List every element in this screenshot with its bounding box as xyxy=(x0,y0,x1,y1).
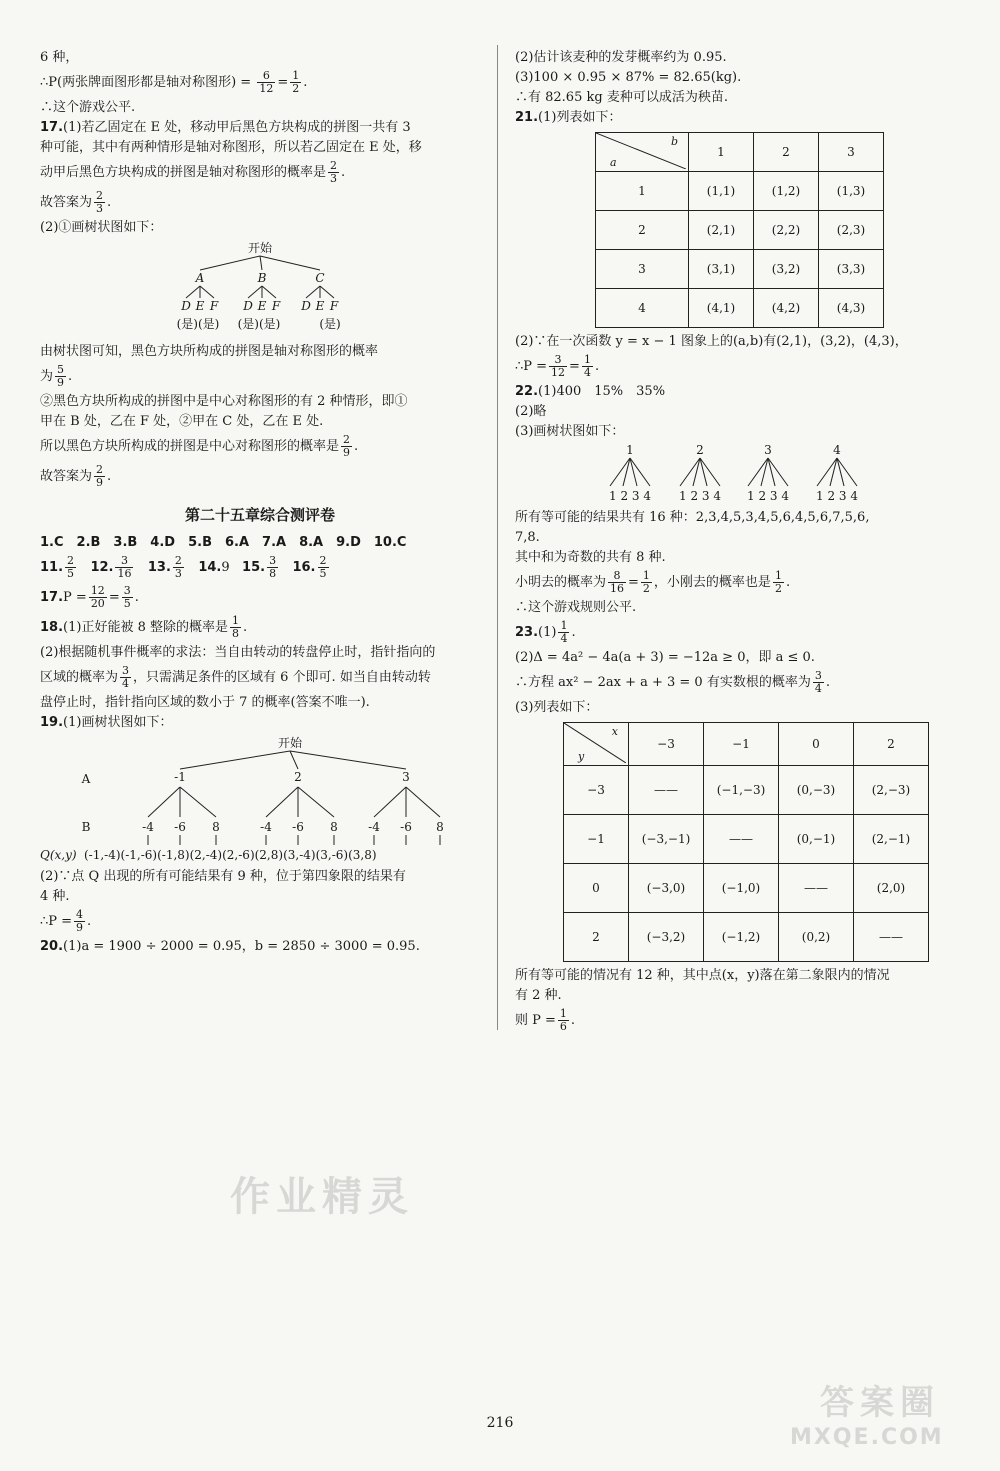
table-cell: (2,−1) xyxy=(854,815,929,864)
fraction: $\frac{2}{5}$ xyxy=(319,554,327,580)
tree-leaf: F xyxy=(209,299,219,313)
answer-17: 17.P = $\frac{12}{20}$ = $\frac{3}{5}$ . xyxy=(40,584,139,610)
text-line: (2)略 xyxy=(515,404,547,419)
text-line: 则 P = $\frac{1}{6}$ . xyxy=(515,1007,576,1033)
tree-root: 开始 xyxy=(247,241,273,255)
svg-text:3: 3 xyxy=(764,443,772,457)
table-cell: (−1,−3) xyxy=(704,766,779,815)
text-line: ∴有 82.65 kg 麦种可以成活为秧苗. xyxy=(515,90,728,105)
text-line: 动甲后黑色方块构成的拼图是轴对称图形的概率是 $\frac{2}{3}$ . xyxy=(40,159,346,185)
text-line: 故答案为 $\frac{2}{9}$ . xyxy=(40,463,112,489)
text-line: (2)估计该麦种的发芽概率约为 0.95. xyxy=(515,50,727,65)
table-header: 2 xyxy=(754,133,819,172)
tree-row-label: A xyxy=(81,772,91,786)
text-line: ∴P = $\frac{4}{9}$ . xyxy=(40,908,92,934)
tree-leaf: F xyxy=(271,299,281,313)
svg-text:2: 2 xyxy=(696,443,704,457)
row-header: 4 xyxy=(596,289,689,328)
tree-q-label: Q(x,y) xyxy=(40,848,77,862)
tree-node: -1 xyxy=(174,770,186,784)
row-header: −1 xyxy=(564,815,629,864)
svg-text:1 2 3 4: 1 2 3 4 xyxy=(609,489,651,503)
tree-node: 2 xyxy=(294,770,302,784)
row-header: 2 xyxy=(564,913,629,962)
table-cell: (−1,0) xyxy=(704,864,779,913)
tree-node: C xyxy=(315,271,325,285)
text-line: 7,8. xyxy=(515,530,540,545)
text-line: 种可能，其中有两种情形是轴对称图形，所以若乙固定在 E 处，移 xyxy=(40,140,422,155)
answer-18: 18.(1)正好能被 8 整除的概率是 $\frac{1}{8}$ . xyxy=(40,614,248,640)
tree-diagram-2 xyxy=(40,733,480,863)
tree-leaf: 8 xyxy=(330,820,338,834)
svg-text:1 2 3 4: 1 2 3 4 xyxy=(679,489,721,503)
table-cell: (1,3) xyxy=(819,172,884,211)
fraction: $\frac{3}{12}$ xyxy=(551,353,566,379)
tree-mark: (是)(是) xyxy=(176,317,220,331)
table-cell: (2,2) xyxy=(754,211,819,250)
fraction: $\frac{2}{9}$ xyxy=(343,433,351,459)
text-line: (2)根据随机事件概率的求法：当自由转动的转盘停止时，指针指向的 xyxy=(40,645,436,660)
table-row xyxy=(564,766,929,815)
table-row xyxy=(596,289,884,328)
tree-leaf: F xyxy=(329,299,339,313)
row-header: 0 xyxy=(564,864,629,913)
tree-leaf: -4 xyxy=(368,820,380,834)
table-row xyxy=(564,815,929,864)
subtree xyxy=(609,443,651,503)
answer-21: 21.(1)列表如下： xyxy=(515,110,622,125)
right-column xyxy=(515,48,965,1036)
answers-row: 11. $\frac{2}{5}$ 12. $\frac{3}{16}$ 13. $\frac{2}{3}$ 14.9 15. $\frac{3}{8}$ 16. $\frac{2}{5}$ xyxy=(40,554,327,580)
svg-text:1 2 3 4: 1 2 3 4 xyxy=(747,489,789,503)
text-line: (3)100 × 0.95 × 87% = 82.65(kg). xyxy=(515,70,742,85)
tree-node: 3 xyxy=(402,770,410,784)
fraction: $\frac{4}{9}$ xyxy=(76,908,84,934)
answer-19: 19.(1)画树状图如下： xyxy=(40,715,173,730)
fraction: $\frac{3}{8}$ xyxy=(269,554,277,580)
table-cell: (2,−3) xyxy=(854,766,929,815)
table-row xyxy=(564,864,929,913)
table-cell: —— xyxy=(779,864,854,913)
fraction: $\frac{5}{9}$ xyxy=(57,363,65,389)
tree-mark: (是)(是) xyxy=(237,317,281,331)
fraction: $\frac{3}{5}$ xyxy=(123,584,131,610)
tree-leaf: D xyxy=(301,299,311,313)
tree-pairs: (-1,-4)(-1,-6)(-1,8)(2,-4)(2,-6)(2,8)(3,-4)(3,-6)(3,8) xyxy=(84,848,377,862)
text-line: (3)画树状图如下： xyxy=(515,424,625,439)
table-cell: (4,1) xyxy=(689,289,754,328)
text-line: ∴P = $\frac{3}{12}$ = $\frac{1}{4}$ . xyxy=(515,353,600,379)
fraction: $\frac{1}{2}$ xyxy=(774,569,782,595)
question-number: 17. xyxy=(40,120,64,135)
table-header: −1 xyxy=(704,723,779,766)
fraction: $\frac{1}{2}$ xyxy=(292,69,300,95)
tree-leaf: -4 xyxy=(142,820,154,834)
text-line: 有 2 种. xyxy=(515,988,562,1003)
text-line: 所以黑色方块所构成的拼图是中心对称图形的概率是 $\frac{2}{9}$ . xyxy=(40,433,359,459)
text-line: 6 种， xyxy=(40,50,79,65)
tree-mark: (是) xyxy=(319,317,341,331)
subtree xyxy=(747,443,789,503)
text-line: ∴这个游戏公平. xyxy=(40,100,136,115)
text-line: 所有等可能的情况有 12 种，其中点(x，y)落在第二象限内的情况 xyxy=(515,968,890,983)
table-cell: (3,3) xyxy=(819,250,884,289)
table-cell: (−3,2) xyxy=(629,913,704,962)
row-header: 3 xyxy=(596,250,689,289)
table-cell: —— xyxy=(704,815,779,864)
table-header: 2 xyxy=(854,723,929,766)
fraction: $\frac{8}{16}$ xyxy=(610,569,625,595)
fraction: $\frac{1}{4}$ xyxy=(583,353,591,379)
table-cell: (3,1) xyxy=(689,250,754,289)
fraction: $\frac{6}{12}$ xyxy=(259,69,274,95)
tree-leaf: -6 xyxy=(400,820,412,834)
svg-text:4: 4 xyxy=(833,443,841,457)
table-header: 0 xyxy=(779,723,854,766)
text-line: (2)∵在一次函数 y = x − 1 图象上的(a,b)有(2,1)，(3,2)，(4,3)， xyxy=(515,334,908,349)
text-line: (3)列表如下： xyxy=(515,700,599,715)
text-line: 为 $\frac{5}{9}$ . xyxy=(40,363,73,389)
subtree xyxy=(816,443,858,503)
text-line: 所有等可能的结果共有 16 种：2,3,4,5,3,4,5,6,4,5,6,7,5,6, xyxy=(515,510,870,525)
tree-node: B xyxy=(257,271,267,285)
table-21 xyxy=(595,132,884,328)
text-line: (2)Δ = 4a² − 4a(a + 3) = −12a ≥ 0，即 a ≤ 0. xyxy=(515,650,815,665)
text-line: 4 种. xyxy=(40,889,70,904)
fraction: $\frac{12}{20}$ xyxy=(90,584,105,610)
fraction: $\frac{3}{4}$ xyxy=(814,669,822,695)
table-cell: (0,−1) xyxy=(779,815,854,864)
tree-leaf: -6 xyxy=(174,820,186,834)
tree-leaf: D xyxy=(243,299,253,313)
table-row xyxy=(564,913,929,962)
table-cell: (−3,−1) xyxy=(629,815,704,864)
table-cell: (0,2) xyxy=(779,913,854,962)
fraction: $\frac{3}{16}$ xyxy=(117,554,132,580)
table-header: 1 xyxy=(689,133,754,172)
tree-leaf: 8 xyxy=(212,820,220,834)
tree-leaf: E xyxy=(315,299,325,313)
answers-row: 1.C 2.B 3.B 4.D 5.B 6.A 7.A 8.A 9.D 10.C xyxy=(40,535,407,550)
text-line: ∴方程 ax² − 2ax + a + 3 = 0 有实数根的概率为 $\frac{3}{4}$ . xyxy=(515,669,830,695)
table-header: 3 xyxy=(819,133,884,172)
svg-text:1 2 3 4: 1 2 3 4 xyxy=(816,489,858,503)
text-line: 17.(1)若乙固定在 E 处，移动甲后黑色方块构成的拼图一共有 3 xyxy=(40,120,411,135)
row-header: 1 xyxy=(596,172,689,211)
text-line: ∴这个游戏规则公平. xyxy=(515,600,637,615)
table-cell: (0,−3) xyxy=(779,766,854,815)
watermark: 作业精灵 xyxy=(230,1174,414,1220)
table-cell: (−3,0) xyxy=(629,864,704,913)
table-cell: (2,3) xyxy=(819,211,884,250)
text-line: 盘停止时，指针指向区域的数小于 7 的概率(答案不唯一). xyxy=(40,695,370,710)
text-line: (2)①画树状图如下： xyxy=(40,220,163,235)
tree-node: A xyxy=(195,271,205,285)
tree-row-label: B xyxy=(81,820,91,834)
tree-diagram-3 xyxy=(515,442,965,504)
fraction: $\frac{1}{4}$ xyxy=(560,619,568,645)
table-cell: (4,2) xyxy=(754,289,819,328)
text-line: 区域的概率为 $\frac{3}{4}$ ，只需满足条件的区域有 6 个即可. 如当自由转动转 xyxy=(40,664,431,690)
left-column xyxy=(40,48,480,957)
tree-root: 开始 xyxy=(277,736,303,750)
fraction: $\frac{3}{4}$ xyxy=(122,664,130,690)
tree-leaf: D xyxy=(181,299,191,313)
answer-23: 23.(1) $\frac{1}{4}$ . xyxy=(515,619,576,645)
fraction: $\frac{1}{6}$ xyxy=(559,1007,567,1033)
text-line: (2)∵点 Q 出现的所有可能结果有 9 种，位于第四象限的结果有 xyxy=(40,869,406,884)
text-line: 甲在 B 处，乙在 F 处，②甲在 C 处，乙在 E 处. xyxy=(40,414,324,429)
text-line: 由树状图可知，黑色方块所构成的拼图是轴对称图形的概率 xyxy=(40,344,379,359)
subtree xyxy=(679,443,721,503)
tree-leaf: -4 xyxy=(260,820,272,834)
table-header: −3 xyxy=(629,723,704,766)
text-line: ②黑色方块所构成的拼图中是中心对称图形的有 2 种情形，即① xyxy=(40,394,408,409)
fraction: $\frac{1}{2}$ xyxy=(642,569,650,595)
row-header: −3 xyxy=(564,766,629,815)
text-line: 小明去的概率为 $\frac{8}{16}$ = $\frac{1}{2}$ ，小刚去的概率也是 $\frac{1}{2}$ . xyxy=(515,569,791,595)
table-23 xyxy=(563,722,929,962)
tree-diagram-1 xyxy=(40,238,480,338)
table-cell: —— xyxy=(854,913,929,962)
table-cell: (1,2) xyxy=(754,172,819,211)
table-cell: —— xyxy=(629,766,704,815)
row-header: 2 xyxy=(596,211,689,250)
tree-leaf: E xyxy=(257,299,267,313)
table-row xyxy=(596,211,884,250)
watermark: 答案圈 xyxy=(820,1383,940,1423)
table-corner: b a xyxy=(596,133,689,172)
fraction: $\frac{2}{3}$ xyxy=(330,159,338,185)
fraction: $\frac{2}{3}$ xyxy=(96,189,104,215)
table-row xyxy=(596,172,884,211)
fraction: $\frac{2}{9}$ xyxy=(96,463,104,489)
table-corner: x y xyxy=(564,723,629,766)
answer-20: 20.(1)a = 1900 ÷ 2000 = 0.95，b = 2850 ÷ 3000 = 0.95. xyxy=(40,939,420,954)
text-line: 故答案为 $\frac{2}{3}$ . xyxy=(40,189,112,215)
watermark: MXQE.COM xyxy=(790,1425,944,1450)
table-row xyxy=(596,250,884,289)
fraction: $\frac{2}{3}$ xyxy=(174,554,182,580)
table-cell: (2,1) xyxy=(689,211,754,250)
table-cell: (3,2) xyxy=(754,250,819,289)
text-line: 其中和为奇数的共有 8 种. xyxy=(515,550,666,565)
column-divider xyxy=(497,45,498,1030)
section-heading: 第二十五章综合测评卷 xyxy=(184,506,335,524)
tree-leaf: 8 xyxy=(436,820,444,834)
text-line: ∴P(两张牌面图形都是轴对称图形) = $\frac{6}{12}$ = $\frac{1}{2}$ . xyxy=(40,69,308,95)
page-number: 216 xyxy=(486,1415,514,1431)
table-cell: (1,1) xyxy=(689,172,754,211)
tree-leaf: E xyxy=(195,299,205,313)
svg-text:1: 1 xyxy=(626,443,634,457)
tree-leaf: -6 xyxy=(292,820,304,834)
table-cell: (−1,2) xyxy=(704,913,779,962)
table-cell: (2,0) xyxy=(854,864,929,913)
table-cell: (4,3) xyxy=(819,289,884,328)
fraction: $\frac{1}{8}$ xyxy=(231,614,239,640)
answer-22: 22.(1)400 15% 35% xyxy=(515,384,666,399)
fraction: $\frac{2}{5}$ xyxy=(67,554,75,580)
